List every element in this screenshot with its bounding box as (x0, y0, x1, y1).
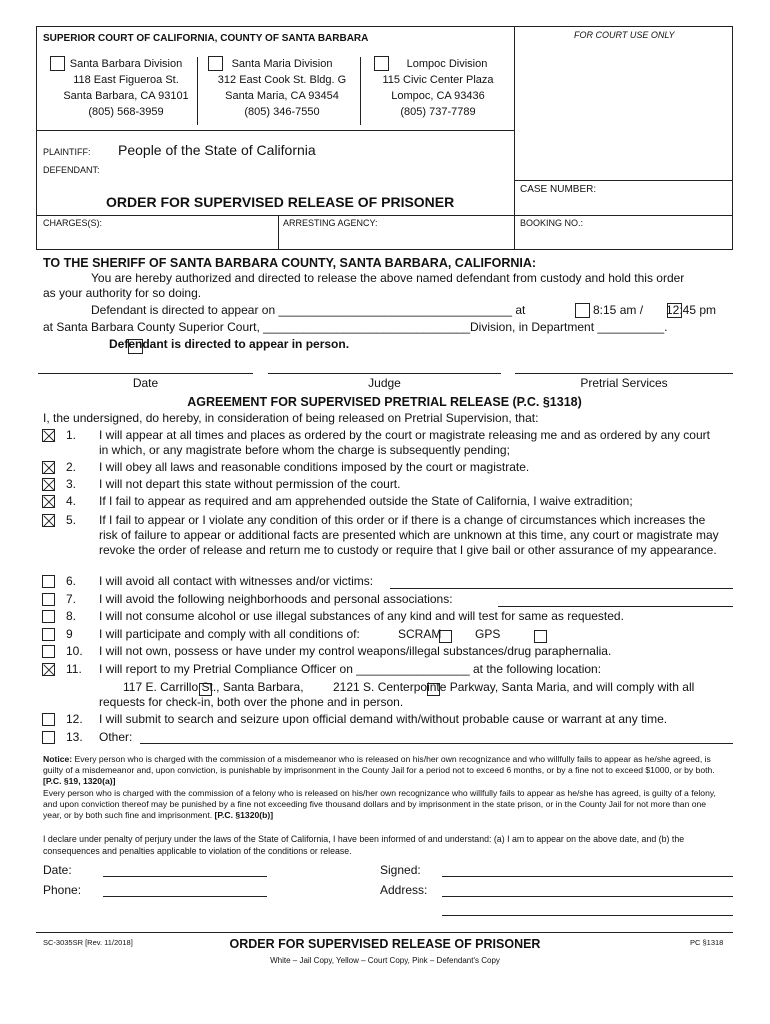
sign-phone-field[interactable] (103, 896, 267, 897)
order-paragraph-line1: You are hereby authorized and directed to release the above named defendant from custody and hold this order (91, 271, 685, 285)
footer-pc: PC §1318 (690, 938, 724, 947)
item-3-checkbox[interactable] (42, 478, 55, 491)
item-2-checkbox[interactable] (42, 461, 55, 474)
item-9-checkbox[interactable] (42, 628, 55, 641)
time-815-label: 8:15 am / (593, 303, 644, 317)
item-10-checkbox[interactable] (42, 645, 55, 658)
form-id: SC-3035SR [Rev. 11/2018] (43, 938, 133, 947)
sig-judge-label: Judge (368, 376, 401, 390)
order-paragraph-line2: as your authority for so doing. (43, 286, 202, 300)
declaration: I declare under penalty of perjury under the laws of the State of California, I have been informed of and understand: (a) I am to appear on the above date, and (b) the consequences and penalties applicable to violation of the conditions or release. (43, 834, 685, 856)
in-person-label: Defendant is directed to appear in person. (109, 337, 350, 351)
sig-pretrial-label: Pretrial Services (580, 376, 668, 390)
item-11-checkbox[interactable] (42, 663, 55, 676)
appear-date-line: Defendant is directed to appear on ___________________________________ at (91, 303, 526, 317)
time-1245-label: 12:45 pm (666, 303, 717, 317)
booking-no-label: BOOKING NO.: (520, 218, 584, 228)
santa-barbara-checkbox[interactable] (50, 56, 65, 71)
lompoc-checkbox[interactable] (374, 56, 389, 71)
division-santa-barbara: Santa Barbara Division 118 East Figueroa St. Santa Barbara, CA 93101 (805) 568-3959 (50, 56, 202, 120)
arresting-agency-label: ARRESTING AGENCY: (283, 218, 378, 228)
item-6-checkbox[interactable] (42, 575, 55, 588)
sign-phone-label: Phone: (43, 883, 82, 897)
santa-maria-checkbox[interactable] (208, 56, 223, 71)
item-12-checkbox[interactable] (42, 713, 55, 726)
copy-distribution: White – Jail Copy, Yellow – Court Copy, Pink – Defendant's Copy (270, 956, 500, 965)
location-carrillo: 117 E. Carrillo St., Santa Barbara, (123, 680, 304, 694)
item-13-checkbox[interactable] (42, 731, 55, 744)
court-use-label: FOR COURT USE ONLY (574, 30, 675, 40)
scram-label: SCRAM (398, 627, 442, 641)
defendant-label: DEFENDANT: (43, 165, 100, 175)
gps-label: GPS (475, 627, 501, 641)
gps-checkbox[interactable] (534, 630, 547, 643)
case-number-label: CASE NUMBER: (520, 184, 597, 195)
item-8-checkbox[interactable] (42, 610, 55, 623)
item-7-checkbox[interactable] (42, 593, 55, 606)
form-title: ORDER FOR SUPERVISED RELEASE OF PRISONER (106, 194, 455, 210)
order-heading: TO THE SHERIFF OF SANTA BARBARA COUNTY, SANTA BARBARA, CALIFORNIA: (43, 256, 537, 270)
item-5-checkbox[interactable] (42, 514, 55, 527)
item-4-checkbox[interactable] (42, 495, 55, 508)
location-centerpointe: 2121 S. Centerpointe Parkway, Santa Maria, and will comply with all (333, 680, 695, 694)
time-815-checkbox[interactable] (575, 303, 590, 318)
plaintiff-value[interactable]: People of the State of California (118, 142, 316, 158)
court-title: SUPERIOR COURT OF CALIFORNIA, COUNTY OF SANTA BARBARA (43, 33, 369, 44)
plaintiff-label: PLAINTIFF: (43, 147, 91, 157)
location-checkin-note: requests for check-in, both over the phone and in person. (99, 695, 404, 709)
signed-field[interactable] (442, 876, 733, 877)
signed-label: Signed: (380, 863, 421, 877)
division-lompoc: Lompoc Division 115 Civic Center Plaza Lompoc, CA 93436 (805) 737-7789 (366, 56, 510, 120)
appear-court-line: at Santa Barbara County Superior Court, _______________________________Division, in Department __________. (43, 320, 668, 334)
sig-date-label: Date (132, 376, 159, 390)
footer-title: ORDER FOR SUPERVISED RELEASE OF PRISONER (229, 937, 541, 951)
division-santa-maria: Santa Maria Division 312 East Cook St. Bldg. G Santa Maria, CA 93454 (805) 346-7550 (206, 56, 358, 120)
notice-block: Notice: Every person who is charged with the commission of a misdemeanor who is released on his/her own recognizance and who willfully fails to appear as he/she agreed, is guilty of a misdemeanor and, upon conviction, is punishable by imprisonment in the County Jail for a period not to exceed 6 months, or by a fine not to exceed $1000, or by both. [P.C. §19, 1320(a)] Every person who is charged with the commission of a felony who is released on his/her own recognizance who willfully fails to appear as he/she has agreed, is guilty of a felony, and upon conviction thereof may be punished by a fine not exceeding five thousand dollars and by imprisonment in the state prison, or in the County Jail for not more than one year, or by both such fine and imprisonment. [P.C. §1320(b)] (43, 754, 716, 821)
sign-date-label: Date: (43, 863, 72, 877)
item-1-checkbox[interactable] (42, 429, 55, 442)
address-field-2[interactable] (442, 915, 733, 916)
charges-label: CHARGES(S): (43, 218, 103, 228)
address-field-1[interactable] (442, 896, 733, 897)
sign-date-field[interactable] (103, 876, 267, 877)
agreement-heading: AGREEMENT FOR SUPERVISED PRETRIAL RELEASE (P.C. §1318) (187, 395, 582, 409)
agreement-intro: I, the undersigned, do hereby, in consideration of being released on Pretrial Supervision, that: (43, 411, 539, 425)
address-label: Address: (380, 883, 428, 897)
